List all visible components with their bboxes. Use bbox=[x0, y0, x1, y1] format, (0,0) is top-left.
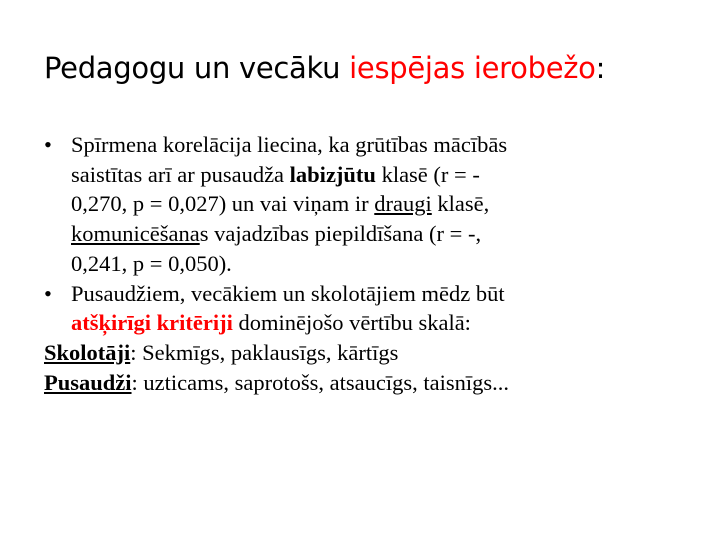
slide-content bbox=[44, 130, 694, 397]
teachers-text: : Sekmīgs, paklausīgs, kārtīgs bbox=[130, 339, 399, 365]
teens-line bbox=[44, 368, 694, 398]
bullet-icon: • bbox=[44, 132, 52, 157]
teachers-line bbox=[44, 338, 694, 368]
bullet1-line3-rest: klasē, bbox=[431, 191, 490, 217]
bullet1-line5: 0,241, p = 0,050). bbox=[71, 250, 232, 276]
bullet-body bbox=[71, 130, 694, 279]
title-text: Pedagogu un vecāku bbox=[44, 51, 350, 85]
different-criteria-term: atšķirīgi kritēriji bbox=[71, 310, 233, 336]
title-highlight: iespējas ierobežo bbox=[349, 51, 596, 85]
bullet-item-criteria bbox=[44, 279, 694, 338]
bullet1-line4-rest: s vajadzības piepildīšana (r = -, bbox=[199, 221, 482, 247]
wellbeing-term: labizjūtu bbox=[289, 161, 376, 187]
communication-term: komunicēšana bbox=[71, 221, 200, 247]
bullet1-line3 bbox=[71, 189, 694, 219]
bullet1-line3-text: 0,270, p = 0,027) un vai viņam ir bbox=[71, 191, 375, 217]
slide-title bbox=[44, 46, 605, 90]
teens-text: : uzticams, saprotošs, atsaucīgs, taisnīgs... bbox=[131, 369, 509, 395]
friends-term: draugi bbox=[374, 191, 432, 217]
bullet-icon: • bbox=[44, 280, 52, 306]
teens-label: Pusaudži bbox=[44, 369, 132, 395]
bullet2-line1: Pusaudžiem, vecākiem un skolotājiem mēdz būt bbox=[71, 280, 505, 306]
bullet2-line2 bbox=[71, 308, 694, 338]
bullet1-line4 bbox=[71, 219, 694, 249]
title-colon: : bbox=[595, 51, 606, 85]
teachers-label: Skolotāji bbox=[44, 339, 131, 365]
bullet-item-correlation bbox=[44, 130, 694, 279]
bullet-body bbox=[71, 279, 694, 338]
bullet1-line2-text: saistītas arī ar pusaudža bbox=[71, 161, 290, 187]
bullet1-line2-rest: klasē (r = - bbox=[375, 161, 480, 187]
bullet1-line2 bbox=[71, 160, 694, 190]
bullet1-line1: Spīrmena korelācija liecina, ka grūtības mācībās bbox=[71, 132, 508, 157]
bullet2-line2-rest: dominējošo vērtību skalā: bbox=[232, 310, 471, 336]
